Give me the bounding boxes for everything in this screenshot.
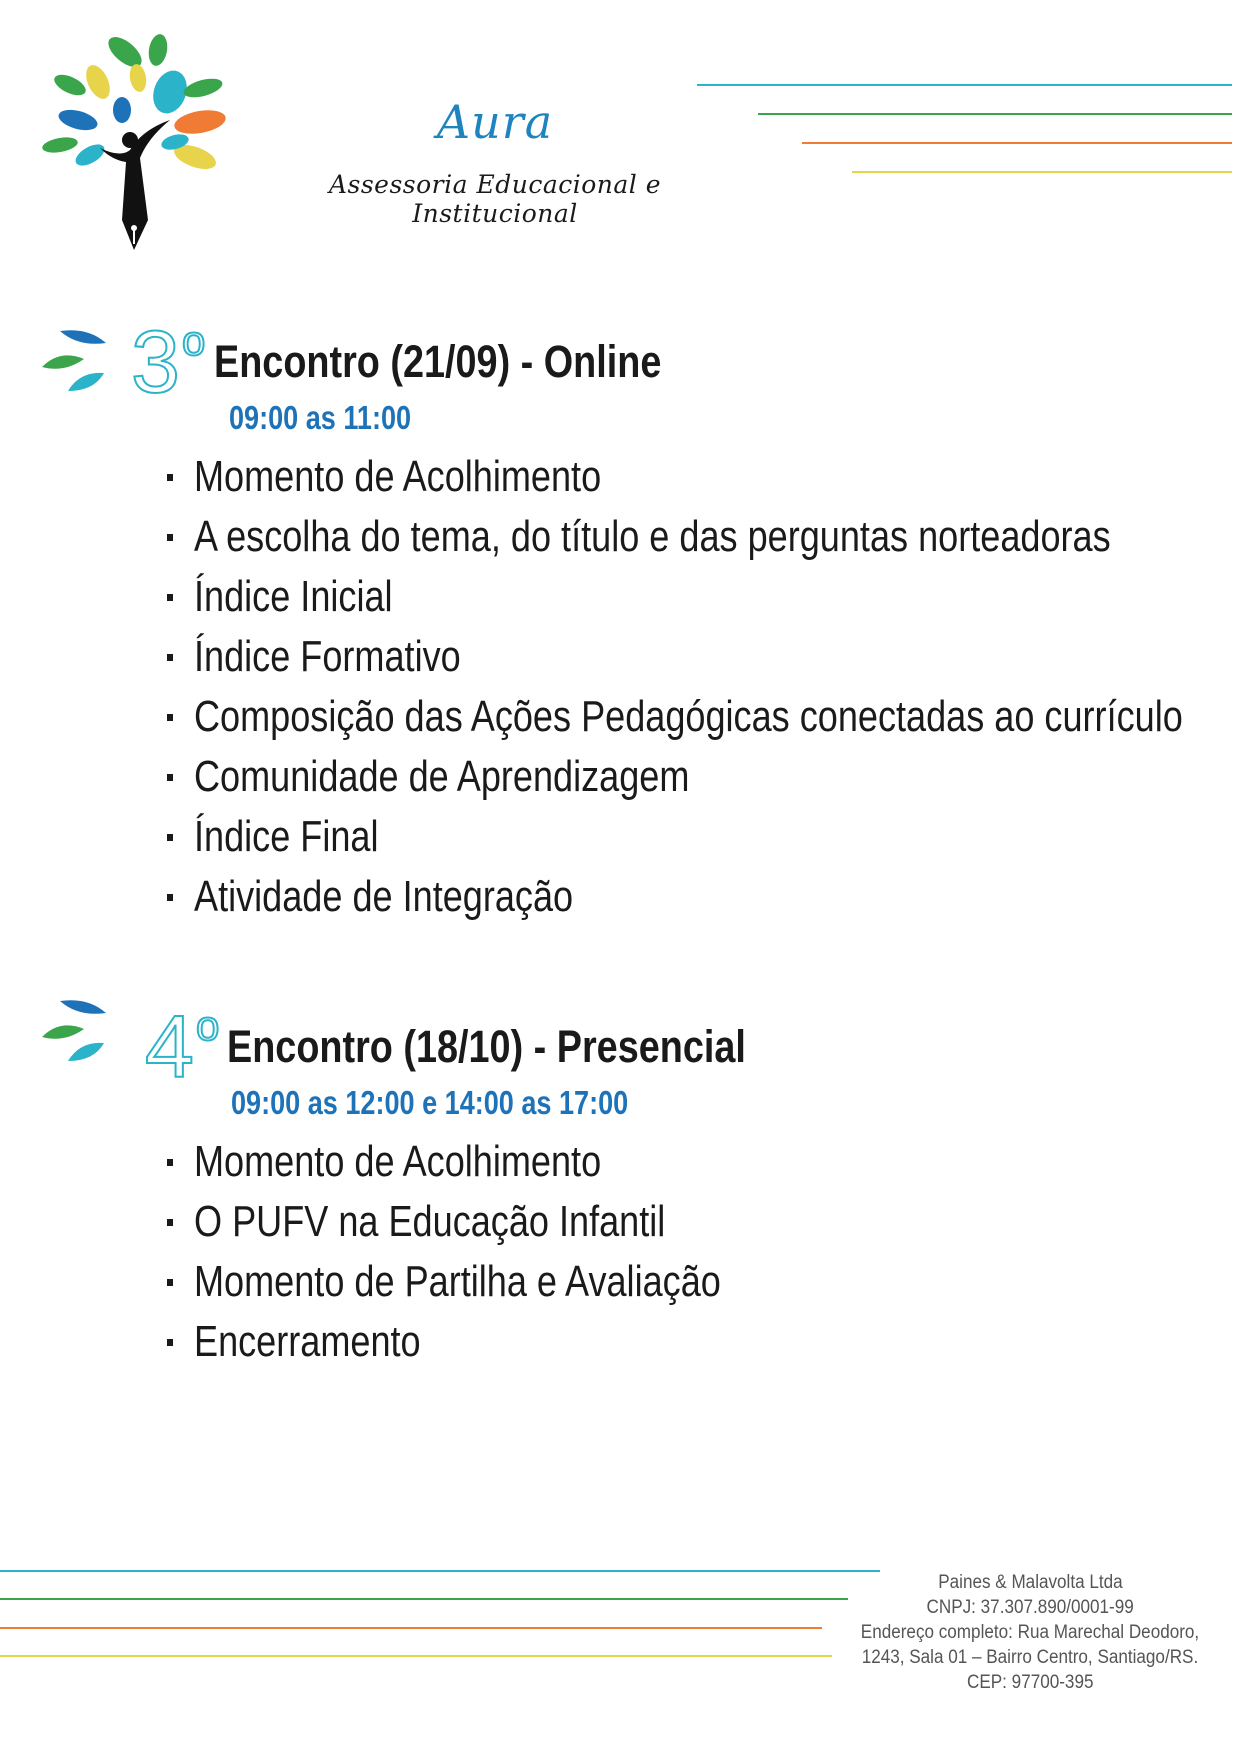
tree-with-pen-nib-logo-icon bbox=[30, 30, 230, 255]
bullet-icon bbox=[167, 894, 173, 901]
company-name: Paines & Malavolta Ltda bbox=[937, 1572, 1123, 1593]
footer-line-orange bbox=[0, 1627, 822, 1629]
meeting-time: 09:00 as 11:00 bbox=[229, 399, 412, 436]
meeting-title: Encontro (21/09) - Online bbox=[214, 336, 662, 387]
header-line-teal bbox=[697, 84, 1232, 86]
brand-name: Aura bbox=[436, 95, 554, 149]
meeting-time: 09:00 as 12:00 e 14:00 as 17:00 bbox=[231, 1084, 629, 1121]
meeting-ordinal: 3$^o$ bbox=[131, 312, 206, 411]
footer-line-green bbox=[0, 1598, 848, 1600]
bullet-icon bbox=[167, 594, 173, 601]
brand-tagline: Assessoria Educacional e Institucional bbox=[328, 170, 662, 228]
bullet-icon bbox=[167, 1279, 173, 1286]
leaf-cluster-icon bbox=[38, 325, 118, 395]
header-line-yellow bbox=[852, 171, 1232, 173]
company-address-line2: 1243, Sala 01 – Bairro Centro, Santiago/RS. bbox=[861, 1647, 1199, 1668]
bullet-icon bbox=[167, 1339, 173, 1346]
company-address-line1: Endereço completo: Rua Marechal Deodoro, bbox=[860, 1622, 1200, 1643]
meeting-title: Encontro (18/10) - Presencial bbox=[227, 1021, 746, 1072]
footer-line-yellow bbox=[0, 1655, 832, 1657]
company-cnpj: CNPJ: 37.307.890/0001-99 bbox=[926, 1597, 1134, 1618]
bullet-icon bbox=[167, 474, 173, 481]
bullet-icon bbox=[167, 654, 173, 661]
company-info bbox=[840, 1570, 1220, 1695]
bullet-icon bbox=[167, 1219, 173, 1226]
bullet-icon bbox=[167, 534, 173, 541]
bullet-icon bbox=[167, 834, 173, 841]
company-cep: CEP: 97700-395 bbox=[966, 1672, 1094, 1693]
header-line-green bbox=[758, 113, 1232, 115]
bullet-icon bbox=[167, 714, 173, 721]
header-line-orange bbox=[802, 142, 1232, 144]
bullet-icon bbox=[167, 774, 173, 781]
meeting-ordinal: 4$^o$ bbox=[145, 997, 220, 1096]
bullet-icon bbox=[167, 1159, 173, 1166]
footer-line-teal bbox=[0, 1570, 880, 1572]
leaf-cluster-icon bbox=[38, 995, 118, 1065]
